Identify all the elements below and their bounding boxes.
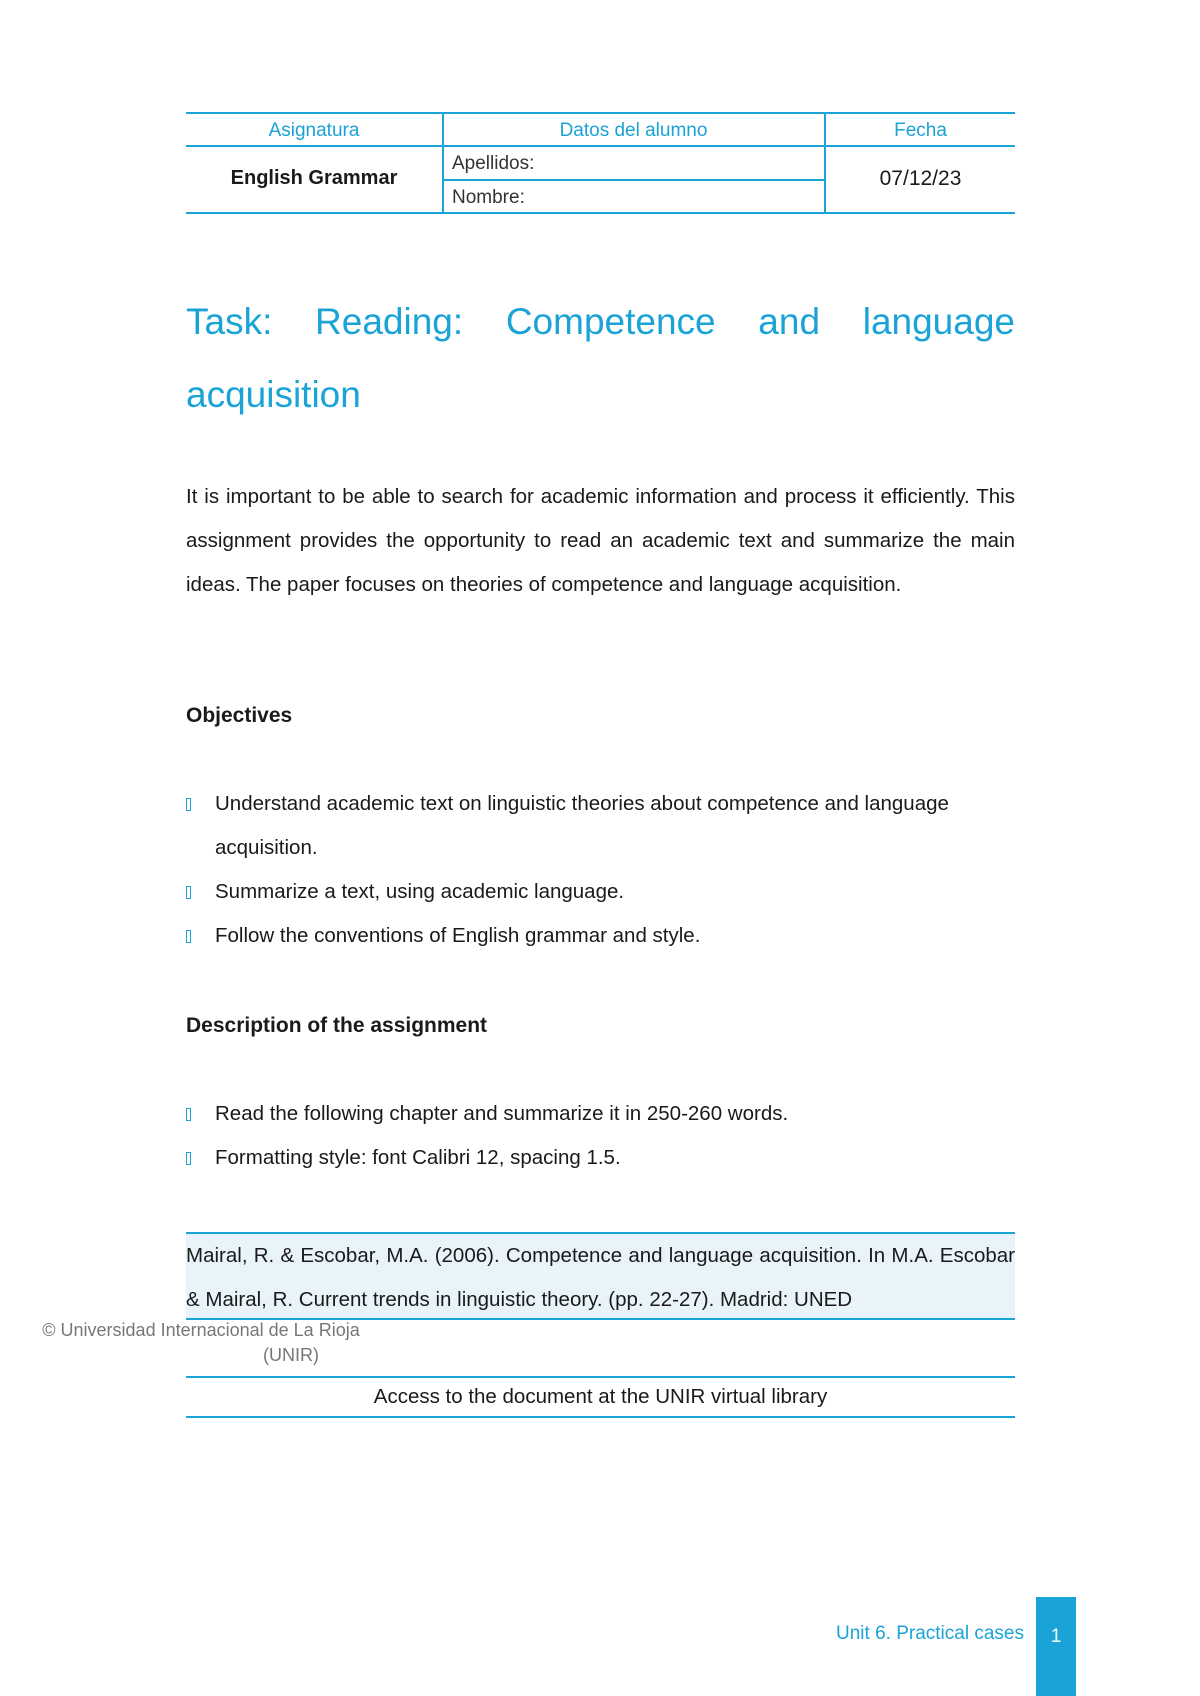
page-number: 1 [1036,1597,1076,1696]
list-item: Formatting style: font Calibri 12, spacing 1.5. [186,1136,1015,1180]
header-rule-head [186,145,1015,147]
name-label: Nombre: [452,187,525,208]
list-item: Follow the conventions of English grammar and style. [186,914,1015,958]
bullet-icon [186,798,191,811]
description-list [186,1092,1015,1180]
description-heading: Description of the assignment [186,1014,488,1037]
reference-box [186,1232,1015,1320]
header-rule-mid [443,179,825,181]
surname-label: Apellidos: [452,153,535,174]
objectives-heading: Objectives [186,704,293,727]
date-value: 07/12/23 [879,167,962,190]
subject-value: English Grammar [230,167,398,189]
list-item: Summarize a text, using academic language. [186,870,1015,914]
col-student-heading: Datos del alumno [559,120,708,141]
library-access-link[interactable]: Access to the document at the UNIR virtual library [186,1376,1015,1418]
copyright-line-2: (UNIR) [263,1345,319,1365]
copyright-line-1: © Universidad Internacional de La Rioja [42,1320,360,1340]
footer-unit-label: Unit 6. Practical cases [836,1623,1024,1644]
list-item: Understand academic text on linguistic theories about competence and language acquisition. [186,782,1015,870]
bullet-icon [186,1152,191,1165]
intro-paragraph: It is important to be able to search for academic information and process it efficiently. This assignment provides the opportunity to read an academic text and summarize the main ideas. The paper focuses on theories of competence and language acquisition. [186,485,1015,596]
copyright-notice [20,1318,382,1368]
page-title: Task: Reading: Competence and language acquisition [186,301,1015,415]
col-date-heading: Fecha [894,120,947,141]
header-rule-top [186,112,1015,114]
bullet-icon [186,1108,191,1121]
bullet-icon [186,886,191,899]
reference-text: Mairal, R. & Escobar, M.A. (2006). Competence and language acquisition. In M.A. Escobar & Mairal, R. Current trends in linguistic theory. (pp. 22-27). Madrid: UNED [186,1244,1015,1311]
list-item: Read the following chapter and summarize it in 250-260 words. [186,1092,1015,1136]
bullet-icon [186,930,191,943]
col-subject-heading: Asignatura [268,120,360,141]
header-rule-bottom [186,212,1015,214]
objectives-list [186,782,1015,958]
